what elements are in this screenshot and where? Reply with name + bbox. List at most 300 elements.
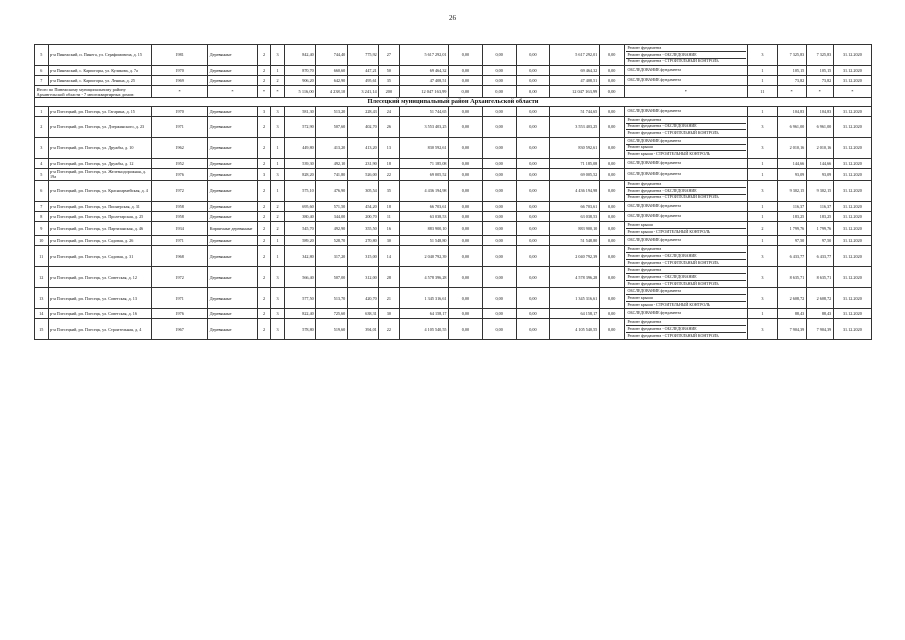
cell-total-area: 575,10 bbox=[284, 181, 316, 202]
cell-wall-material: Деревянные bbox=[208, 66, 258, 76]
cell-fund-4: 830 592,61 bbox=[550, 137, 600, 158]
cell-work-count: 3 bbox=[748, 45, 777, 66]
cell-total-area: 342,80 bbox=[284, 246, 316, 267]
cell-fund-2: 0,00 bbox=[482, 202, 516, 212]
cell-residents: 14 bbox=[379, 246, 399, 267]
work-type-item: Ремонт крыши bbox=[626, 223, 746, 230]
work-type-item: Ремонт фундамента - СТРОИТЕЛЬНЫЙ КОНТРОЛЬ bbox=[627, 129, 719, 135]
work-type-item: Ремонт фундамента bbox=[626, 247, 746, 254]
cell-build-year: 1967 bbox=[152, 319, 208, 340]
cell-fund-5: 0,00 bbox=[599, 212, 624, 222]
cell-fund-5: 0,00 bbox=[599, 106, 624, 116]
cell-residential-area: 355,50 bbox=[347, 222, 379, 236]
summary-star: * bbox=[257, 86, 271, 98]
cell-wall-material: Деревянные bbox=[208, 267, 258, 288]
cell-residential-area: 315,00 bbox=[347, 246, 379, 267]
cell-entrances: 1 bbox=[271, 158, 285, 168]
cell-fund-4: 4 436 194,98 bbox=[550, 181, 600, 202]
table-row bbox=[35, 66, 872, 76]
cell-living-area: 725,60 bbox=[316, 309, 348, 319]
summary-residential-area: 3 241,14 bbox=[347, 86, 379, 98]
cell-residential-area: 447,21 bbox=[347, 66, 379, 76]
cell-deadline: 31.12.2020 bbox=[833, 246, 871, 267]
cell-wall-material: Деревянные bbox=[208, 246, 258, 267]
cell-residents: 26 bbox=[379, 116, 399, 137]
cell-address: р-н Плесецкий, рп. Плесецк, ул. Железнодорожная, д. 19а bbox=[48, 168, 152, 180]
cell-residents: 28 bbox=[379, 267, 399, 288]
cell-fund-3: 0,00 bbox=[516, 319, 550, 340]
cell-fund-3: 0,00 bbox=[516, 158, 550, 168]
cell-wall-material: Деревянные bbox=[208, 202, 258, 212]
cell-unit-cost: 88,43 bbox=[777, 309, 806, 319]
cell-unit-cost: 97,50 bbox=[777, 236, 806, 246]
cell-deadline: 31.12.2020 bbox=[833, 222, 871, 236]
cell-living-area: 507,00 bbox=[316, 267, 348, 288]
summary-fund-2: 0,00 bbox=[482, 86, 516, 98]
cell-fund-4: 63 038,53 bbox=[550, 212, 600, 222]
cell-fund-2: 0,00 bbox=[482, 288, 516, 309]
cell-fund-4: 51 744,65 bbox=[550, 106, 600, 116]
cell-build-year: 1971 bbox=[152, 236, 208, 246]
cell-build-year: 1970 bbox=[152, 106, 208, 116]
cell-residents: 18 bbox=[379, 158, 399, 168]
work-type-item: ОБСЛЕДОВАНИЕ фундамента bbox=[627, 237, 681, 243]
cell-build-year: 1976 bbox=[152, 309, 208, 319]
cell-work-types bbox=[624, 222, 748, 236]
cell-total-area: 842,40 bbox=[284, 45, 316, 66]
cell-entrances: 2 bbox=[271, 222, 285, 236]
cell-fund-2: 0,00 bbox=[482, 319, 516, 340]
cell-fund-5: 0,00 bbox=[599, 246, 624, 267]
cell-fund-4: 1 345 316,61 bbox=[550, 288, 600, 309]
cell-entrances: 3 bbox=[271, 116, 285, 137]
cell-work-types bbox=[624, 66, 748, 76]
summary-label: Итого по Пинежскому муниципальному району Архангельской области - 7 многоквартирных домов: bbox=[35, 86, 152, 98]
cell-max-unit-cost: 2 608,72 bbox=[806, 288, 833, 309]
cell-residential-area: 413,20 bbox=[347, 137, 379, 158]
cell-fund-4: 66 703,61 bbox=[550, 202, 600, 212]
cell-row-number: 14 bbox=[35, 309, 49, 319]
cell-living-area: 507,60 bbox=[316, 116, 348, 137]
cell-repair-cost: 1 345 316,61 bbox=[399, 288, 449, 309]
cell-deadline: 31.12.2020 bbox=[833, 168, 871, 180]
cell-fund-2: 0,00 bbox=[482, 246, 516, 267]
cell-build-year: 1971 bbox=[152, 288, 208, 309]
cell-fund-1: 0,00 bbox=[449, 116, 483, 137]
cell-fund-2: 0,00 bbox=[482, 106, 516, 116]
cell-work-count: 1 bbox=[748, 236, 777, 246]
cell-work-types bbox=[624, 202, 748, 212]
cell-total-area: 870,70 bbox=[284, 66, 316, 76]
cell-build-year: 1971 bbox=[152, 116, 208, 137]
cell-work-count: 3 bbox=[748, 116, 777, 137]
cell-max-unit-cost: 144,66 bbox=[806, 158, 833, 168]
work-type-item: Ремонт крыши bbox=[626, 295, 746, 302]
cell-residential-area: 305,54 bbox=[347, 181, 379, 202]
table-row bbox=[35, 158, 872, 168]
cell-build-year: 1934 bbox=[152, 222, 208, 236]
cell-entrances: 3 bbox=[271, 45, 285, 66]
work-type-item: Ремонт фундамента - СТРОИТЕЛЬНЫЙ КОНТРОЛЬ bbox=[627, 259, 719, 265]
work-type-item: Ремонт крыши bbox=[626, 145, 746, 152]
cell-residential-area: 454,20 bbox=[347, 202, 379, 212]
cell-fund-4: 883 900,10 bbox=[550, 222, 600, 236]
work-type-item: ОБСЛЕДОВАНИЕ фундамента bbox=[627, 107, 681, 113]
cell-deadline: 31.12.2020 bbox=[833, 66, 871, 76]
cell-living-area: 344,00 bbox=[316, 212, 348, 222]
cell-total-area: 906,20 bbox=[284, 76, 316, 86]
cell-residents: 21 bbox=[379, 288, 399, 309]
cell-living-area: 741,80 bbox=[316, 168, 348, 180]
cell-floors: 3 bbox=[257, 106, 271, 116]
cell-row-number: 6 bbox=[35, 181, 49, 202]
table-row bbox=[35, 319, 872, 340]
summary-star: * bbox=[152, 86, 208, 98]
cell-work-types bbox=[624, 212, 748, 222]
cell-fund-4: 64 158,17 bbox=[550, 309, 600, 319]
cell-address: р-н Плесецкий, рп. Плесецк, ул. Строительная, д. 4 bbox=[48, 319, 152, 340]
work-type-item: Ремонт фундамента - СТРОИТЕЛЬНЫЙ КОНТРОЛЬ bbox=[627, 332, 719, 338]
cell-residential-area: 200,70 bbox=[347, 212, 379, 222]
section-heading-row bbox=[35, 98, 872, 106]
cell-max-unit-cost: 93,09 bbox=[806, 168, 833, 180]
cell-row-number: 3 bbox=[35, 137, 49, 158]
cell-total-area: 578,80 bbox=[284, 319, 316, 340]
cell-address: р-н Плесецкий, рп. Плесецк, ул. Советская, д. 16 bbox=[48, 309, 152, 319]
cell-row-number: 4 bbox=[35, 158, 49, 168]
cell-wall-material: Деревянные bbox=[208, 309, 258, 319]
cell-fund-5: 0,00 bbox=[599, 309, 624, 319]
table-row bbox=[35, 76, 872, 86]
section-title: Плесецкий муниципальный район Архангельской области bbox=[35, 98, 872, 106]
cell-work-count: 3 bbox=[748, 267, 777, 288]
work-type-item: Ремонт фундамента - ОБСЛЕДОВАНИЕ bbox=[626, 274, 746, 281]
table-row bbox=[35, 246, 872, 267]
table-row bbox=[35, 181, 872, 202]
table-row bbox=[35, 116, 872, 137]
cell-fund-5: 0,00 bbox=[599, 202, 624, 212]
cell-living-area: 317,20 bbox=[316, 246, 348, 267]
cell-fund-1: 0,00 bbox=[449, 137, 483, 158]
cell-total-area: 545,70 bbox=[284, 222, 316, 236]
cell-residential-area: 228,43 bbox=[347, 106, 379, 116]
cell-wall-material: Деревянные bbox=[208, 116, 258, 137]
cell-repair-cost: 4 436 194,98 bbox=[399, 181, 449, 202]
cell-wall-material: Деревянные bbox=[208, 45, 258, 66]
cell-fund-4: 5 617 292,01 bbox=[550, 45, 600, 66]
cell-fund-1: 0,00 bbox=[449, 66, 483, 76]
cell-unit-cost: 144,66 bbox=[777, 158, 806, 168]
cell-living-area: 528,70 bbox=[316, 236, 348, 246]
cell-fund-1: 0,00 bbox=[449, 202, 483, 212]
cell-residential-area: 420,70 bbox=[347, 288, 379, 309]
cell-fund-2: 0,00 bbox=[482, 181, 516, 202]
cell-row-number: 2 bbox=[35, 116, 49, 137]
cell-deadline: 31.12.2020 bbox=[833, 212, 871, 222]
cell-deadline: 31.12.2020 bbox=[833, 202, 871, 212]
table-row bbox=[35, 267, 872, 288]
cell-entrances: 2 bbox=[271, 212, 285, 222]
cell-row-number: 15 bbox=[35, 319, 49, 340]
summary-fund-3: 0,00 bbox=[516, 86, 550, 98]
table-row bbox=[35, 137, 872, 158]
cell-residential-area: 495,61 bbox=[347, 76, 379, 86]
pinega-district-summary bbox=[35, 86, 872, 107]
cell-living-area: 642,90 bbox=[316, 76, 348, 86]
cell-address: р-н Плесецкий, рп. Плесецк, ул. Садовая, д. 31 bbox=[48, 246, 152, 267]
cell-fund-3: 0,00 bbox=[516, 116, 550, 137]
cell-address: р-н Пинежский, п. Пинега, ул. Серафимовича, д. 15 bbox=[48, 45, 152, 66]
cell-floors: 2 bbox=[257, 267, 271, 288]
cell-build-year: 1958 bbox=[152, 212, 208, 222]
cell-fund-5: 0,00 bbox=[599, 158, 624, 168]
work-type-item: ОБСЛЕДОВАНИЕ фундамента bbox=[627, 159, 681, 165]
cell-row-number: 9 bbox=[35, 222, 49, 236]
cell-floors: 2 bbox=[257, 288, 271, 309]
cell-floors: 2 bbox=[257, 137, 271, 158]
cell-work-types bbox=[624, 76, 748, 86]
summary-star: * bbox=[208, 86, 258, 98]
cell-floors: 2 bbox=[257, 116, 271, 137]
cell-fund-3: 0,00 bbox=[516, 45, 550, 66]
cell-fund-2: 0,00 bbox=[482, 45, 516, 66]
cell-fund-2: 0,00 bbox=[482, 137, 516, 158]
summary-star: * bbox=[806, 86, 833, 98]
cell-repair-cost: 883 900,10 bbox=[399, 222, 449, 236]
cell-max-unit-cost: 9 302,15 bbox=[806, 181, 833, 202]
cell-living-area: 476,90 bbox=[316, 181, 348, 202]
cell-living-area: 513,70 bbox=[316, 288, 348, 309]
cell-entrances: 2 bbox=[271, 202, 285, 212]
work-type-item: Ремонт фундамента - ОБСЛЕДОВАНИЕ bbox=[626, 124, 746, 131]
cell-address: р-н Плесецкий, рп. Плесецк, ул. Советская, д. 12 bbox=[48, 267, 152, 288]
cell-entrances: 3 bbox=[271, 168, 285, 180]
table-row bbox=[35, 202, 872, 212]
cell-address: р-н Плесецкий, рп. Плесецк, ул. Советская, д. 13 bbox=[48, 288, 152, 309]
cell-work-types bbox=[624, 236, 748, 246]
table-row bbox=[35, 168, 872, 180]
cell-entrances: 1 bbox=[271, 66, 285, 76]
cell-residents: 30 bbox=[379, 236, 399, 246]
cell-deadline: 31.12.2020 bbox=[833, 76, 871, 86]
summary-count: 11 bbox=[748, 86, 777, 98]
cell-fund-4: 2 040 792,39 bbox=[550, 246, 600, 267]
cell-unit-cost: 9 302,15 bbox=[777, 181, 806, 202]
cell-deadline: 31.12.2020 bbox=[833, 116, 871, 137]
cell-max-unit-cost: 2 010,16 bbox=[806, 137, 833, 158]
cell-max-unit-cost: 1 799,76 bbox=[806, 222, 833, 236]
cell-residents: 13 bbox=[379, 137, 399, 158]
work-type-item: ОБСЛЕДОВАНИЕ фундамента bbox=[627, 310, 681, 316]
cell-residents: 27 bbox=[379, 45, 399, 66]
summary-row bbox=[35, 86, 872, 98]
cell-living-area: 744,40 bbox=[316, 45, 348, 66]
cell-work-types bbox=[624, 168, 748, 180]
cell-residential-area: 270,80 bbox=[347, 236, 379, 246]
cell-repair-cost: 47 408,51 bbox=[399, 76, 449, 86]
cell-fund-4: 69 464,32 bbox=[550, 66, 600, 76]
cell-fund-3: 0,00 bbox=[516, 212, 550, 222]
cell-residents: 24 bbox=[379, 106, 399, 116]
summary-star: * bbox=[777, 86, 806, 98]
summary-cost: 12 047 163,99 bbox=[399, 86, 449, 98]
cell-work-count: 2 bbox=[748, 222, 777, 236]
cell-living-area: 492,90 bbox=[316, 222, 348, 236]
cell-living-area: 660,60 bbox=[316, 66, 348, 76]
cell-total-area: 577,50 bbox=[284, 288, 316, 309]
cell-fund-4: 4 578 396,28 bbox=[550, 267, 600, 288]
cell-work-count: 1 bbox=[748, 309, 777, 319]
cell-address: р-н Плесецкий, рп. Плесецк, ул. Пролетарская, д. 25 bbox=[48, 212, 152, 222]
cell-floors: 2 bbox=[257, 246, 271, 267]
cell-build-year: 1968 bbox=[152, 246, 208, 267]
cell-unit-cost: 93,09 bbox=[777, 168, 806, 180]
cell-unit-cost: 104,83 bbox=[777, 106, 806, 116]
cell-address: р-н Плесецкий, рп. Плесецк, ул. Партизанская, д. 46 bbox=[48, 222, 152, 236]
page-number: 26 bbox=[449, 14, 456, 22]
cell-max-unit-cost: 88,43 bbox=[806, 309, 833, 319]
table-row bbox=[35, 212, 872, 222]
work-type-item: ОБСЛЕДОВАНИЕ фундамента bbox=[627, 171, 681, 177]
cell-address: р-н Плесецкий, рп. Плесецк, ул. Гагарина, д. 15 bbox=[48, 106, 152, 116]
cell-fund-2: 0,00 bbox=[482, 66, 516, 76]
cell-fund-1: 0,00 bbox=[449, 158, 483, 168]
cell-fund-4: 47 408,51 bbox=[550, 76, 600, 86]
cell-floors: 2 bbox=[257, 212, 271, 222]
cell-address: р-н Пинежский, с. Карпогоры, ул. Куликова, д. 7а bbox=[48, 66, 152, 76]
cell-work-types bbox=[624, 309, 748, 319]
cell-fund-3: 0,00 bbox=[516, 202, 550, 212]
work-type-item: Ремонт фундамента - СТРОИТЕЛЬНЫЙ КОНТРОЛЬ bbox=[627, 194, 719, 200]
cell-fund-3: 0,00 bbox=[516, 309, 550, 319]
cell-fund-4: 69 005,52 bbox=[550, 168, 600, 180]
cell-unit-cost: 183,25 bbox=[777, 212, 806, 222]
cell-deadline: 31.12.2020 bbox=[833, 158, 871, 168]
work-type-item: Ремонт фундамента bbox=[626, 320, 746, 327]
cell-wall-material: Деревянные bbox=[208, 181, 258, 202]
cell-living-area: 519,60 bbox=[316, 319, 348, 340]
cell-entrances: 3 bbox=[271, 319, 285, 340]
table-row bbox=[35, 288, 872, 309]
cell-fund-2: 0,00 bbox=[482, 236, 516, 246]
cell-unit-cost: 1 799,76 bbox=[777, 222, 806, 236]
cell-address: р-н Плесецкий, рп. Плесецк, ул. Дружбы, д. 10 bbox=[48, 137, 152, 158]
cell-fund-4: 71 185,08 bbox=[550, 158, 600, 168]
cell-fund-1: 0,00 bbox=[449, 222, 483, 236]
work-type-item: Ремонт фундамента bbox=[626, 182, 746, 189]
cell-repair-cost: 69 464,32 bbox=[399, 66, 449, 76]
cell-fund-3: 0,00 bbox=[516, 106, 550, 116]
cell-build-year: 1969 bbox=[152, 76, 208, 86]
cell-fund-2: 0,00 bbox=[482, 158, 516, 168]
cell-repair-cost: 63 038,53 bbox=[399, 212, 449, 222]
work-type-item: Ремонт фундамента bbox=[626, 46, 746, 53]
cell-row-number: 8 bbox=[35, 212, 49, 222]
cell-build-year: 1952 bbox=[152, 158, 208, 168]
summary-fund-1: 0,00 bbox=[449, 86, 483, 98]
cell-address: р-н Плесецкий, рп. Плесецк, ул. Дзержинского, д. 23 bbox=[48, 116, 152, 137]
cell-fund-5: 0,00 bbox=[599, 236, 624, 246]
summary-living-area: 4 238,10 bbox=[316, 86, 348, 98]
cell-fund-5: 0,00 bbox=[599, 76, 624, 86]
cell-repair-cost: 4 105 540,55 bbox=[399, 319, 449, 340]
cell-entrances: 1 bbox=[271, 246, 285, 267]
cell-total-area: 828,20 bbox=[284, 168, 316, 180]
cell-work-count: 1 bbox=[748, 76, 777, 86]
cell-total-area: 539,30 bbox=[284, 158, 316, 168]
cell-fund-2: 0,00 bbox=[482, 76, 516, 86]
cell-fund-3: 0,00 bbox=[516, 246, 550, 267]
cell-build-year: 1970 bbox=[152, 66, 208, 76]
cell-fund-2: 0,00 bbox=[482, 212, 516, 222]
cell-fund-5: 0,00 bbox=[599, 168, 624, 180]
work-type-item: Ремонт фундамента - СТРОИТЕЛЬНЫЙ КОНТРОЛЬ bbox=[627, 280, 719, 286]
cell-max-unit-cost: 7 325,83 bbox=[806, 45, 833, 66]
work-type-item: Ремонт крыши - СТРОИТЕЛЬНЫЙ КОНТРОЛЬ bbox=[627, 150, 711, 156]
cell-fund-1: 0,00 bbox=[449, 76, 483, 86]
cell-deadline: 31.12.2020 bbox=[833, 267, 871, 288]
cell-wall-material: Деревянные bbox=[208, 212, 258, 222]
summary-fund-5: 0,00 bbox=[599, 86, 624, 98]
cell-unit-cost: 105,15 bbox=[777, 66, 806, 76]
cell-total-area: 581,30 bbox=[284, 106, 316, 116]
cell-work-count: 1 bbox=[748, 212, 777, 222]
cell-fund-3: 0,00 bbox=[516, 267, 550, 288]
cell-build-year: 1958 bbox=[152, 202, 208, 212]
cell-fund-2: 0,00 bbox=[482, 267, 516, 288]
cell-floors: 2 bbox=[257, 181, 271, 202]
cell-work-types bbox=[624, 116, 748, 137]
cell-fund-3: 0,00 bbox=[516, 288, 550, 309]
cell-repair-cost: 3 553 403,25 bbox=[399, 116, 449, 137]
cell-fund-4: 51 548,80 bbox=[550, 236, 600, 246]
cell-repair-cost: 69 005,52 bbox=[399, 168, 449, 180]
cell-fund-1: 0,00 bbox=[449, 246, 483, 267]
cell-fund-3: 0,00 bbox=[516, 168, 550, 180]
cell-work-types bbox=[624, 288, 748, 309]
cell-max-unit-cost: 104,83 bbox=[806, 106, 833, 116]
cell-max-unit-cost: 7 904,39 bbox=[806, 319, 833, 340]
table-row bbox=[35, 309, 872, 319]
work-type-item: Ремонт фундамента - ОБСЛЕДОВАНИЕ bbox=[626, 326, 746, 333]
cell-fund-5: 0,00 bbox=[599, 319, 624, 340]
cell-floors: 3 bbox=[257, 168, 271, 180]
cell-wall-material: Деревянные bbox=[208, 76, 258, 86]
cell-unit-cost: 8 635,71 bbox=[777, 267, 806, 288]
cell-total-area: 566,40 bbox=[284, 267, 316, 288]
cell-residential-area: 402,70 bbox=[347, 116, 379, 137]
cell-total-area: 572,90 bbox=[284, 116, 316, 137]
cell-repair-cost: 5 617 292,01 bbox=[399, 45, 449, 66]
cell-work-count: 3 bbox=[748, 137, 777, 158]
cell-total-area: 449,80 bbox=[284, 137, 316, 158]
cell-max-unit-cost: 73,82 bbox=[806, 76, 833, 86]
work-type-item: Ремонт фундамента - СТРОИТЕЛЬНЫЙ КОНТРОЛЬ bbox=[627, 58, 719, 64]
cell-wall-material: Деревянные bbox=[208, 158, 258, 168]
cell-residents: 30 bbox=[379, 309, 399, 319]
cell-max-unit-cost: 105,15 bbox=[806, 66, 833, 76]
cell-deadline: 31.12.2020 bbox=[833, 137, 871, 158]
cell-work-types bbox=[624, 106, 748, 116]
pinega-district-rows bbox=[35, 45, 872, 86]
cell-floors: 2 bbox=[257, 76, 271, 86]
cell-fund-3: 0,00 bbox=[516, 181, 550, 202]
summary-people: 200 bbox=[379, 86, 399, 98]
cell-repair-cost: 830 592,61 bbox=[399, 137, 449, 158]
cell-unit-cost: 6 961,00 bbox=[777, 116, 806, 137]
cell-work-count: 1 bbox=[748, 106, 777, 116]
table-row bbox=[35, 236, 872, 246]
